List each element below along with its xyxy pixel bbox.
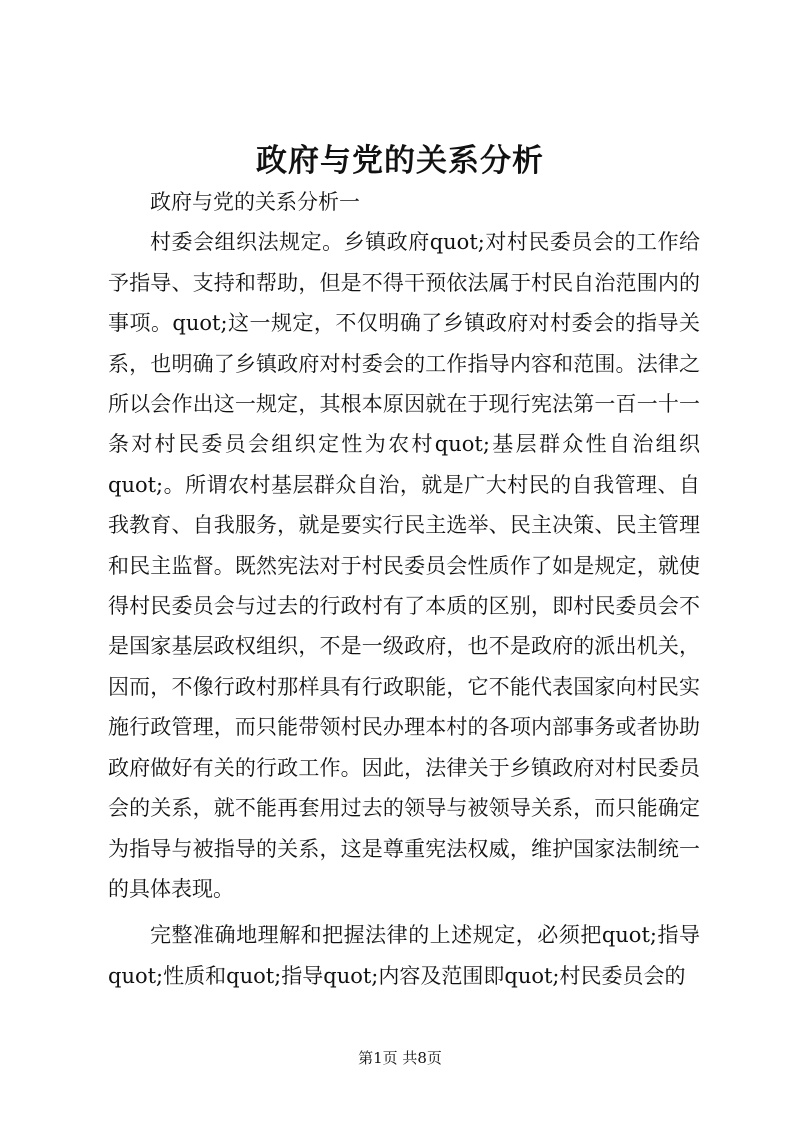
paragraph-2: 完整准确地理解和把握法律的上述规定，必须把quot;指导quot;性质和quot;指导quot;内容及范围即quot;村民委员会的 xyxy=(108,923,700,988)
paragraph-1: 村委会组织法规定。乡镇政府quot;对村民委员会的工作给予指导、支持和帮助，但是不得干预依法属于村民自治范围内的事项。quot;这一规定，不仅明确了乡镇政府对村委会的指导关系，也明确了乡镇政府对村委会的工作指导内容和范围。法律之所以会作出这一规定，其根本原因就在于现行宪法第一百一十一条对村民委员会组织定性为农村quot;基层群众性自治组织quot;。所谓农村基层群众自治，就是广大村民的自我管理、自我教育、自我服务，就是要实行民主选举、民主决策、民主管理和民主监督。既然宪法对于村民委员会性质作了如是规定，就使得村民委员会与过去的行政村有了本质的区别，即村民委员会不是国家基层政权组织，不是一级政府，也不是政府的派出机关，因而，不像行政村那样具有行政职能，它不能代表国家向村民实施行政管理，而只能带领村民办理本村的各项内部事务或者协助政府做好有关的行政工作。因此，法律关于乡镇政府对村民委员会的关系，就不能再套用过去的领导与被领导关系，而只能确定为指导与被指导的关系，这是尊重宪法权威，维护国家法制统一的具体表现。 xyxy=(108,230,700,901)
page-footer: 第1页 共8页 xyxy=(358,1049,442,1067)
section-heading: 政府与党的关系分析一 xyxy=(150,190,360,214)
document-body xyxy=(108,182,700,996)
page-title: 政府与党的关系分析 xyxy=(256,143,544,179)
